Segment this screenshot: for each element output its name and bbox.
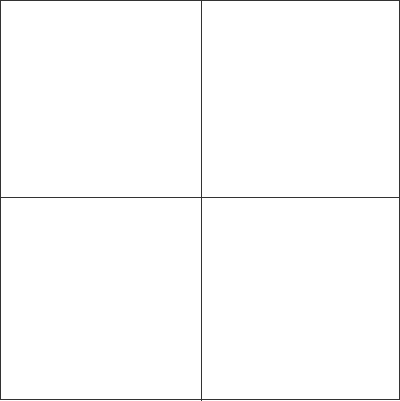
column-divider (201, 1, 202, 401)
row-divider (1, 197, 400, 198)
